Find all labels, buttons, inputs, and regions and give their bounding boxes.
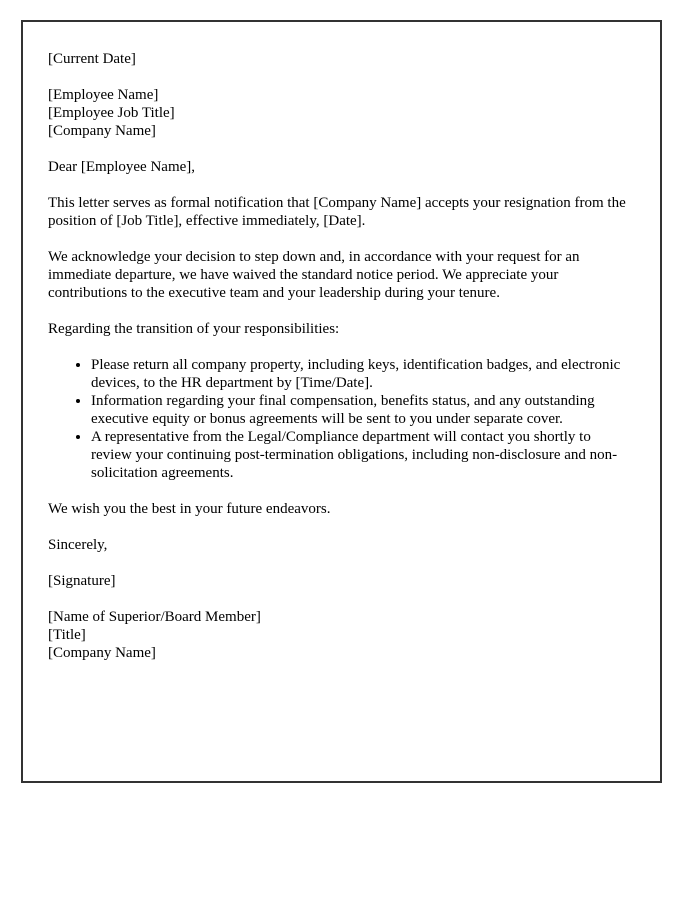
signer-name-line: [Name of Superior/Board Member] [48, 609, 261, 625]
bullet-final-compensation: • Information regarding your final compensation, benefits status, and any outstanding executive equity or bonus agreements will be sent to you under separate cover. [91, 392, 632, 428]
paragraph-resignation-notification: This letter serves as formal notification that [Company Name] accepts your resignation from the position of [Job Title], effective immediately, [Date]. [48, 195, 626, 229]
letter-document [21, 20, 662, 783]
paragraph-transition-intro: Regarding the transition of your responsibilities: [48, 321, 340, 337]
signer-company-line: [Company Name] [48, 645, 156, 661]
bullet-legal-compliance: • A representative from the Legal/Compliance department will contact you shortly to review your continuing post-termination obligations, including non-disclosure and non-solicitation agreements. [91, 428, 632, 482]
transition-bullet-list [48, 356, 632, 482]
sign-off: Sincerely, [48, 537, 108, 553]
signature-block [48, 608, 632, 662]
signature-placeholder: [Signature] [48, 573, 116, 589]
recipient-block [48, 86, 632, 140]
closing-paragraph: We wish you the best in your future endeavors. [48, 501, 331, 517]
bullet-return-property: • Please return all company property, including keys, identification badges, and electronic devices, to the HR department by [Time/Date]. [91, 356, 632, 392]
salutation: Dear [Employee Name], [48, 159, 196, 175]
paragraph-acknowledgement: We acknowledge your decision to step down and, in accordance with your request for an immediate departure, we have waived the standard notice period. We appreciate your contributions to the executive team and your leadership during your tenure. [48, 249, 580, 301]
current-date-line: [Current Date] [48, 51, 136, 67]
recipient-name-line: [Employee Name] [48, 87, 159, 103]
recipient-job-title-line: [Employee Job Title] [48, 105, 175, 121]
recipient-company-line: [Company Name] [48, 123, 156, 139]
signer-title-line: [Title] [48, 627, 86, 643]
